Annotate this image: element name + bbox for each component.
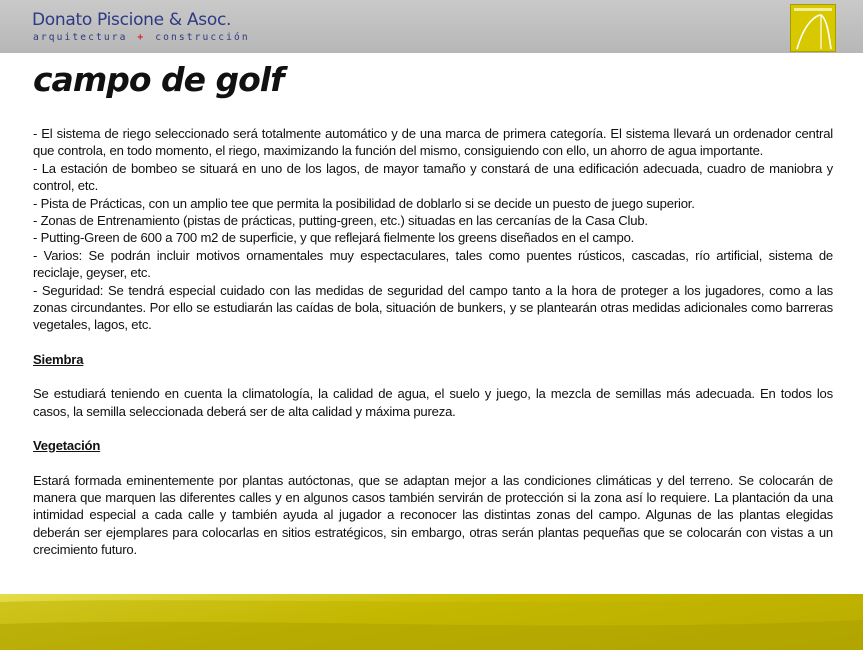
tagline-plus: + bbox=[137, 32, 146, 43]
vegetacion-heading: Vegetación bbox=[33, 438, 101, 454]
tagline-arquitectura: arquitectura bbox=[33, 32, 128, 43]
siembra-text: Se estudiará teniendo en cuenta la climatología, la calidad de agua, el suelo y juego, la mezcla de semillas más adecuada. En todos los casos, la semilla seleccionada deberá ser de alta calidad y máxima pureza. bbox=[33, 386, 833, 419]
yellow-arch-logo-icon bbox=[790, 4, 836, 52]
footer-wave-decoration bbox=[0, 594, 863, 650]
company-tagline bbox=[33, 32, 250, 43]
tagline-construccion: construcción bbox=[155, 32, 250, 43]
company-name: Donato Piscione & Asoc. bbox=[32, 10, 232, 30]
intro-item: - Varios: Se podrán incluir motivos ornamentales muy espectaculares, tales como puentes rústicos, cascadas, río artificial, sistema de reciclaje, geyser, etc. bbox=[33, 247, 833, 281]
siembra-heading: Siembra bbox=[33, 351, 84, 367]
page-title: campo de golf bbox=[33, 60, 284, 99]
intro-item: - Seguridad: Se tendrá especial cuidado con las medidas de seguridad del campo tanto a la hora de proteger a los jugadores, como a las zonas circundantes. Por ello se estudiarán las caídas de bola, situación de bunkers, y se plantearán otras medidas adicionales como barreras vegetales, lagos, etc. bbox=[33, 282, 833, 333]
intro-item: - Pista de Prácticas, con un amplio tee que permita la posibilidad de doblarlo si se decide un puesto de juego superior. bbox=[33, 195, 695, 211]
intro-item: - Putting-Green de 600 a 700 m2 de superficie, y que reflejará fielmente los greens diseñados en el campo. bbox=[33, 230, 635, 246]
header-bar bbox=[0, 0, 863, 53]
document-body bbox=[33, 125, 833, 559]
intro-item: - La estación de bombeo se situará en uno de los lagos, de mayor tamaño y constará de una edificación adecuada, cuadro de maniobra y control, etc. bbox=[33, 160, 833, 194]
intro-item: - Zonas de Entrenamiento (pistas de prácticas, putting-green, etc.) situadas en las cercanías de la Casa Club. bbox=[33, 213, 648, 229]
vegetacion-text: Estará formada eminentemente por plantas autóctonas, que se adaptan mejor a las condiciones climáticas y del terreno. Se colocarán de manera que marquen las diferentes calles y en algunos casos también servirán de protección si la zona así lo requiere. La plantación da una intimidad especial a cada calle y también ayuda al jugador a reconocer las distintas zonas del campo. Algunas de las plantas elegidas deberán ser ejemplares para colocarlas en sitios estratégicos, sin embargo, otras serán plantas pequeñas que se colocarán con vistas a un crecimiento futuro. bbox=[33, 472, 833, 558]
footer-band bbox=[0, 594, 863, 650]
intro-item: - El sistema de riego seleccionado será totalmente automático y de una marca de primera categoría. El sistema llevará un ordenador central que controla, en todo momento, el riego, maximizando la función del mismo, consiguiendo con ello, un ahorro de agua importante. bbox=[33, 126, 833, 159]
